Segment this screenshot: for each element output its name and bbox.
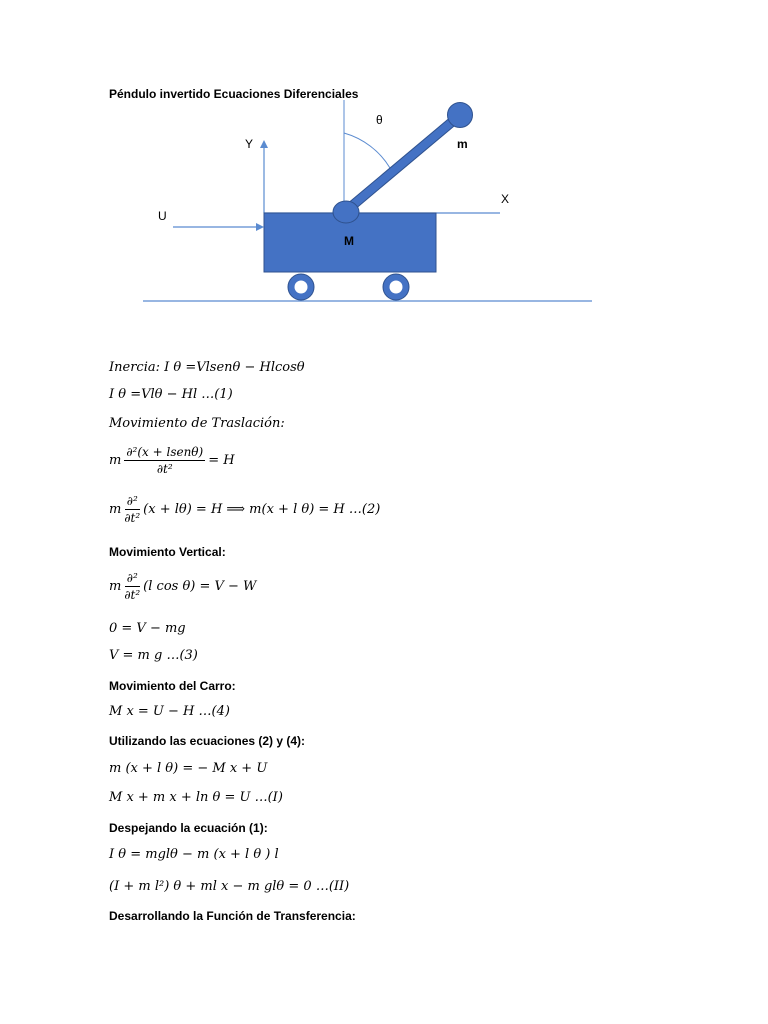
- equation-combined: m (x + l θ) = − M x + U: [109, 761, 268, 776]
- equation-4: M x = U − H …(4): [109, 704, 230, 719]
- heading-vertical: Movimiento Vertical:: [109, 545, 226, 559]
- eq6-coef: m: [109, 579, 122, 594]
- y-axis-arrow-icon: [260, 140, 268, 148]
- heading-funcion-transferencia: Desarrollando la Función de Transferencia:: [109, 909, 356, 923]
- equation-3: V = m g …(3): [109, 648, 198, 663]
- equation-II: (I + m l²) θ + ml x − m glθ = 0 …(II): [109, 879, 350, 894]
- eq4-fraction: [124, 445, 205, 476]
- cart-wheel-left-hub: [295, 281, 308, 294]
- equation-v-mg: 0 = V − mg: [109, 621, 186, 636]
- heading-traslacion: Movimiento de Traslación:: [109, 416, 285, 431]
- document-title: Péndulo invertido Ecuaciones Diferenciales: [109, 87, 359, 101]
- label-theta: θ: [376, 113, 383, 127]
- equation-traslacion-a: [109, 445, 235, 476]
- label-x: X: [501, 192, 510, 206]
- eq6-numerator: ∂²: [126, 571, 138, 585]
- eq5-fraction: [124, 494, 140, 525]
- equation-inercia: Inercia: I θ =Vlsenθ − Hlcosθ: [109, 360, 305, 375]
- cart-wheel-right-hub: [390, 281, 403, 294]
- eq6-denominator: ∂t²: [124, 588, 141, 602]
- pendulum-pivot: [333, 201, 359, 223]
- label-u: U: [158, 209, 167, 223]
- eq4-coef: m: [109, 453, 122, 468]
- eq5-denominator: ∂t²: [124, 511, 141, 525]
- equation-vertical: [109, 571, 256, 602]
- eq6-fraction: [124, 571, 140, 602]
- eq4-denominator: ∂t²: [156, 462, 173, 476]
- pendulum-mass: [448, 103, 473, 128]
- theta-arc: [344, 133, 390, 168]
- heading-utilizando: Utilizando las ecuaciones (2) y (4):: [109, 734, 306, 748]
- eq5-numerator: ∂²: [126, 494, 138, 508]
- eq4-numerator: ∂²(x + lsenθ): [126, 445, 204, 459]
- pendulum-rod: [347, 116, 459, 210]
- equation-I: M x + m x + ln θ = U …(I): [109, 790, 283, 805]
- equation-despeje: I θ = mglθ − m (x + l θ ) l: [109, 847, 279, 862]
- heading-carro: Movimiento del Carro:: [109, 679, 236, 693]
- eq5-coef: m: [109, 502, 122, 517]
- inverted-pendulum-diagram: [0, 0, 768, 320]
- force-u-arrowhead-icon: [256, 223, 264, 231]
- equation-2: [109, 494, 380, 525]
- label-y: Y: [245, 137, 254, 151]
- heading-despejando: Despejando la ecuación (1):: [109, 821, 268, 835]
- eq6-rhs: (l cos θ) = V − W: [143, 579, 257, 594]
- eq4-rhs: = H: [208, 453, 235, 468]
- equation-1: I θ =Vlθ − Hl …(1): [109, 387, 233, 402]
- eq5-rhs: (x + lθ) = H ⟹ m(x + l θ) = H …(2): [143, 502, 381, 517]
- label-big-m: M: [344, 234, 354, 248]
- label-small-m: m: [457, 137, 468, 151]
